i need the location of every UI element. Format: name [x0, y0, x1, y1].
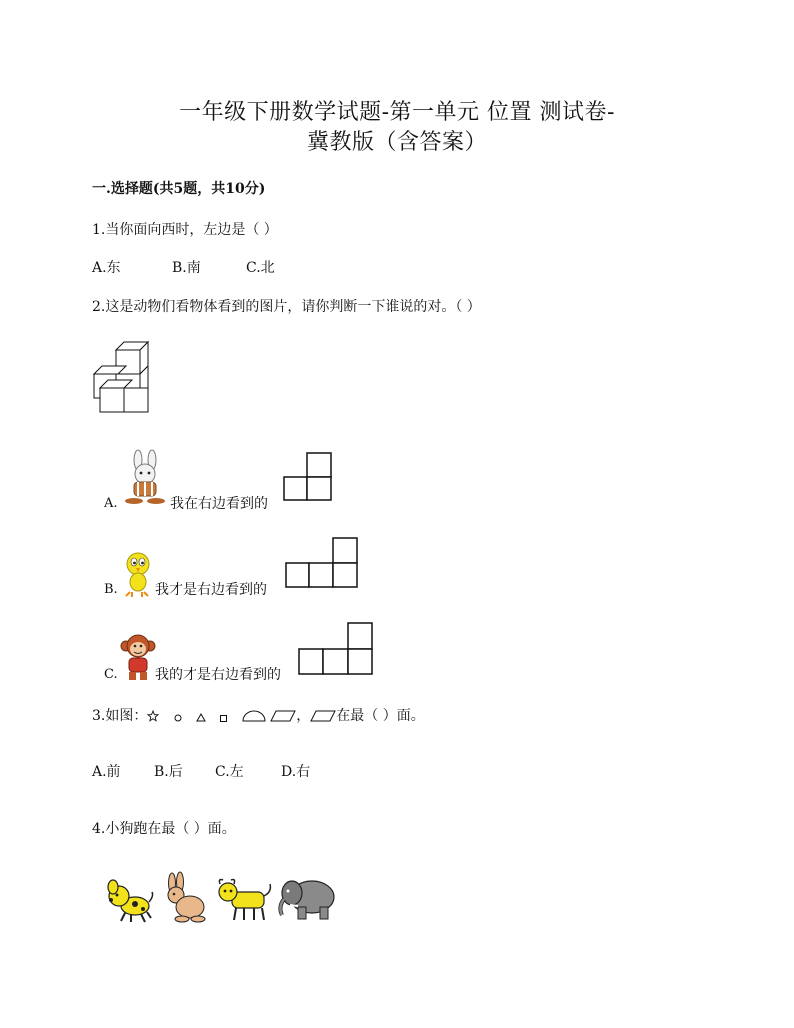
q2-option-b-label: B. [104, 582, 118, 597]
q3-suffix: 在最（ ）面。 [336, 708, 425, 724]
elephant-icon [276, 873, 338, 923]
question-2: 2.这是动物们看物体看到的图片，请你判断一下谁说的对。（ ） [92, 299, 481, 315]
dog-icon [105, 878, 155, 924]
page-title-line2: 冀教版（含答案） [306, 130, 487, 155]
triangle-icon [196, 712, 206, 722]
q2-option-a-label: A. [104, 496, 118, 511]
star-icon [147, 710, 159, 722]
question-1: 1.当你面向西时，左边是（ ） [92, 222, 278, 238]
q3-prefix: 3.如图： [92, 708, 148, 724]
view-c-figure [298, 622, 374, 676]
q3-option-a: A.前 [92, 764, 121, 780]
monkey-icon [120, 632, 156, 682]
cow-icon [214, 878, 274, 922]
parallelogram-icon [310, 710, 336, 722]
rabbit-icon [120, 452, 170, 506]
view-b-figure [285, 537, 359, 589]
parallelogram-icon [270, 710, 296, 722]
square-icon [219, 713, 228, 722]
q1-option-b: B.南 [172, 260, 201, 276]
q2-option-c-text: 我的才是右边看到的 [155, 667, 281, 683]
q1-option-c: C.北 [246, 260, 275, 276]
q3-option-c: C.左 [215, 764, 244, 780]
page-title-line1: 一年级下册数学试题-第一单元 位置 测试卷- [179, 100, 615, 125]
rabbit-icon [160, 873, 208, 923]
q2-option-a-text: 我在右边看到的 [170, 496, 268, 512]
bird-icon [120, 550, 156, 598]
q1-option-a: A.东 [92, 260, 121, 276]
q2-option-b-text: 我才是右边看到的 [155, 582, 267, 598]
question-1-options [92, 259, 275, 277]
semicircle-icon [242, 710, 266, 722]
circle-icon [173, 712, 183, 722]
question-4: 4.小狗跑在最（ ）面。 [92, 821, 236, 837]
q3-option-b: B.后 [154, 764, 183, 780]
q3-option-d: D.右 [281, 764, 311, 780]
view-a-figure [283, 452, 333, 502]
question-3: 3.如图： ， 在最（ ）面。 [92, 708, 425, 724]
q2-option-c-label: C. [104, 667, 118, 682]
question-3-options [92, 763, 310, 781]
cube-stack-figure [90, 340, 154, 422]
section-heading: 一.选择题(共5题，共10分) [92, 181, 266, 197]
